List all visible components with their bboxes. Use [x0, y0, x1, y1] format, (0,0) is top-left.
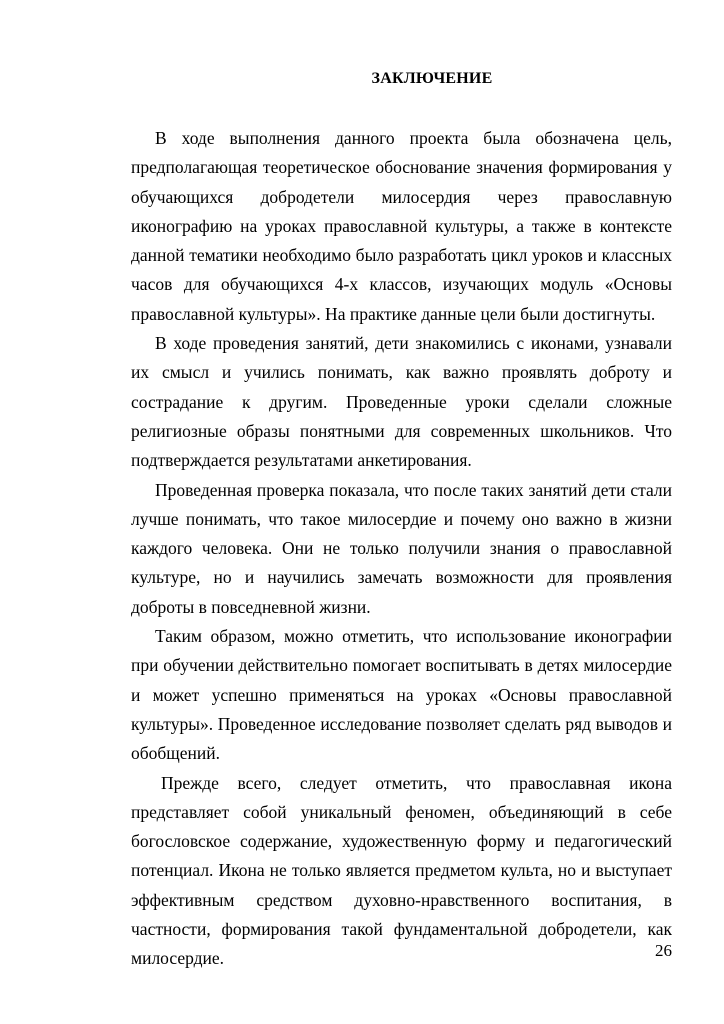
- paragraph-1: В ходе выполнения данного проекта была обозначена цель, предполагающая теоретическое обоснование значения формирования у обучающихся добродетели милосердия через православную иконографию на уроках православной культуры, а также в контексте данной тематики необходимо было разработать цикл уроков и классных часов для обучающихся 4-х классов, изучающих модуль «Основы православной культуры». На практике данные цели были достигнуты.: [131, 128, 672, 324]
- paragraph-2: В ходе проведения занятий, дети знакомились с иконами, узнавали их смысл и учились понимать, как важно проявлять доброту и сострадание к другим. Проведенные уроки сделали сложные религиозные образы понятными для современных школьников. Что подтверждается результатами анкетирования.: [131, 333, 672, 471]
- paragraph-3: Проведенная проверка показала, что после таких занятий дети стали лучше понимать, что такое милосердие и почему оно важно в жизни каждого человека. Они не только получили знания о православной культуре, но и научились замечать возможности для проявления доброты в повседневной жизни.: [131, 479, 672, 617]
- section-heading: [0, 70, 724, 88]
- page-number: 26: [655, 941, 672, 960]
- paragraph-5: Прежде всего, следует отметить, что православная икона представляет собой уникальный феномен, объединяющий в себе богословское содержание, художественную форму и педагогический потенциал. Икона не только является предметом культа, но и выступает эффективным средством духовно-нравственного воспитания, в частности, формирования такой фундаментальной добродетели, как милосердие.: [131, 772, 672, 969]
- paragraph-4: Таким образом, можно отметить, что использование иконографии при обучении действительно помогает воспитывать в детях милосердие и может успешно применяться на уроках «Основы православной культуры». Проведенное исследование позволяет сделать ряд выводов и обобщений.: [131, 626, 672, 764]
- section-heading-text: ЗАКЛЮЧЕНИЕ: [371, 70, 493, 87]
- body-text: [131, 124, 672, 974]
